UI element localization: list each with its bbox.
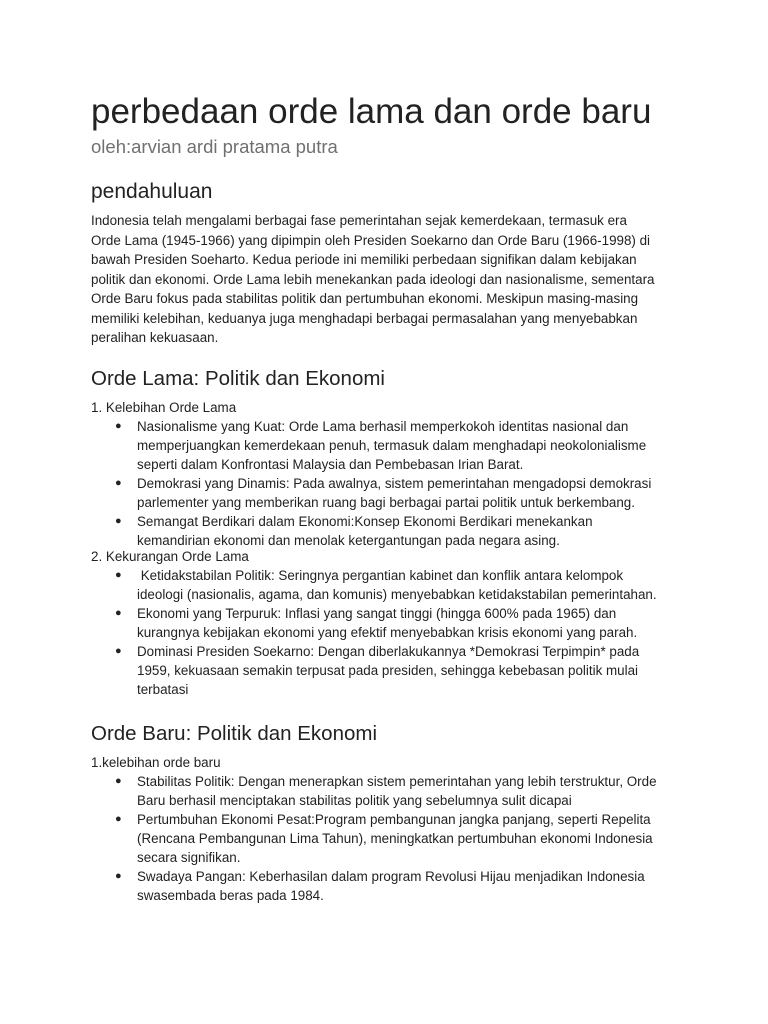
list-item-line: Dominasi Presiden Soekarno: Dengan diberlakukannya *Demokrasi Terpimpin* pada [137, 644, 640, 659]
intro-line: politik dan ekonomi. Orde Lama lebih menekankan pada ideologi dan nasionalisme, sementara [91, 271, 655, 287]
bullet-icon: ● [115, 775, 122, 787]
document-title: perbedaan orde lama dan orde baru [91, 92, 652, 131]
list-item-line: (Rencana Pembangunan Lima Tahun), meningkatkan pertumbuhan ekonomi Indonesia [137, 831, 653, 846]
list-item-text [137, 474, 682, 512]
orde-baru-kelebihan-label: 1.kelebihan orde baru [91, 755, 221, 770]
orde-baru-kelebihan-list [91, 772, 691, 905]
list-item-line: kurangnya kebijakan ekonomi yang efektif menyebabkan krisis ekonomi yang parah. [137, 625, 638, 640]
intro-line: memiliki kelebihan, keduanya juga menghadapi berbagai permasalahan yang menyebabkan [91, 310, 638, 326]
list-item [91, 772, 691, 810]
list-item-text [137, 417, 682, 474]
intro-line: Indonesia telah mengalami berbagai fase pemerintahan sejak kemerdekaan, termasuk era [91, 213, 627, 228]
intro-heading: pendahuluan [91, 180, 213, 203]
list-item-line: seperti dalam Konfrontasi Malaysia dan Pembebasan Irian Barat. [137, 457, 524, 472]
orde-lama-kelebihan-label: 1. Kelebihan Orde Lama [91, 400, 237, 415]
orde-lama-heading: Orde Lama: Politik dan Ekonomi [91, 367, 385, 390]
orde-lama-kekurangan-label: 2. Kekurangan Orde Lama [91, 549, 249, 564]
list-item-line: kemandirian ekonomi dan menolak ketergantungan pada negara asing. [137, 533, 560, 548]
list-item [91, 642, 691, 699]
list-item-text [137, 772, 682, 810]
intro-line: Orde Baru fokus pada stabilitas politik dan pertumbuhan ekonomi. Meskipun masing-masing [91, 291, 639, 306]
list-item-line: Ketidakstabilan Politik: Seringnya pergantian kabinet dan konflik antara kelompok [137, 568, 624, 583]
list-item-text [137, 566, 682, 604]
list-item-line: secara signifikan. [137, 850, 241, 865]
bullet-icon: ● [115, 569, 122, 581]
list-item-line: Semangat Berdikari dalam Ekonomi:Konsep Ekonomi Berdikari menekankan [137, 514, 593, 529]
list-item-text [137, 642, 682, 699]
list-item-line: Swadaya Pangan: Keberhasilan dalam program Revolusi Hijau menjadikan Indonesia [137, 869, 645, 884]
list-item-line: Pertumbuhan Ekonomi Pesat:Program pembangunan jangka panjang, seperti Repelita [137, 812, 651, 827]
list-item [91, 604, 691, 642]
list-item-text [137, 604, 682, 642]
list-item [91, 474, 691, 512]
list-item-text [137, 512, 682, 550]
list-item-line: Demokrasi yang Dinamis: Pada awalnya, sistem pemerintahan mengadopsi demokrasi [137, 476, 652, 491]
list-item-line: memperjuangkan kemerdekaan penuh, termasuk dalam menghadapi neokolonialisme [137, 438, 647, 453]
intro-line: Orde Lama (1945-1966) yang dipimpin oleh Presiden Soekarno dan Orde Baru (1966-1998) di [91, 232, 651, 248]
bullet-icon: ● [115, 515, 122, 527]
bullet-icon: ● [115, 813, 122, 825]
list-item-line: swasembada beras pada 1984. [137, 888, 324, 903]
list-item [91, 867, 691, 905]
bullet-icon: ● [115, 645, 122, 657]
orde-lama-kelebihan-list [91, 417, 691, 550]
document-subtitle: oleh:arvian ardi pratama putra [91, 136, 338, 157]
list-item-text [137, 867, 682, 905]
bullet-icon: ● [115, 477, 122, 489]
list-item-line: Baru berhasil menciptakan stabilitas politik yang sebelumnya sulit dicapai [137, 793, 572, 808]
list-item-line: Ekonomi yang Terpuruk: Inflasi yang sangat tinggi (hingga 600% pada 1965) dan [137, 606, 617, 621]
bullet-icon: ● [115, 420, 122, 432]
list-item [91, 417, 691, 474]
orde-lama-kekurangan-list [91, 566, 691, 699]
list-item-line: ideologi (nasionalis, agama, dan komunis) menyebabkan ketidakstabilan pemerintahan. [137, 587, 657, 602]
intro-line: bawah Presiden Soeharto. Kedua periode ini memiliki perbedaan signifikan dalam kebijakan [91, 252, 637, 267]
list-item-line: Nasionalisme yang Kuat: Orde Lama berhasil memperkokoh identitas nasional dan [137, 419, 629, 434]
orde-baru-heading: Orde Baru: Politik dan Ekonomi [91, 722, 377, 745]
list-item [91, 810, 691, 867]
list-item-text [137, 810, 682, 867]
list-item-line: Stabilitas Politik: Dengan menerapkan sistem pemerintahan yang lebih terstruktur, Orde [137, 774, 657, 789]
list-item [91, 512, 691, 550]
list-item-line: terbatasi [137, 682, 189, 697]
list-item-line: 1959, kekuasaan semakin terpusat pada presiden, sehingga kebebasan politik mulai [137, 663, 638, 678]
intro-paragraph [91, 211, 681, 348]
list-item [91, 566, 691, 604]
intro-line: peralihan kekuasaan. [91, 330, 219, 345]
bullet-icon: ● [115, 607, 122, 619]
bullet-icon: ● [115, 870, 122, 882]
list-item-line: parlementer yang memberikan ruang bagi berbagai partai politik untuk berkembang. [137, 495, 635, 510]
